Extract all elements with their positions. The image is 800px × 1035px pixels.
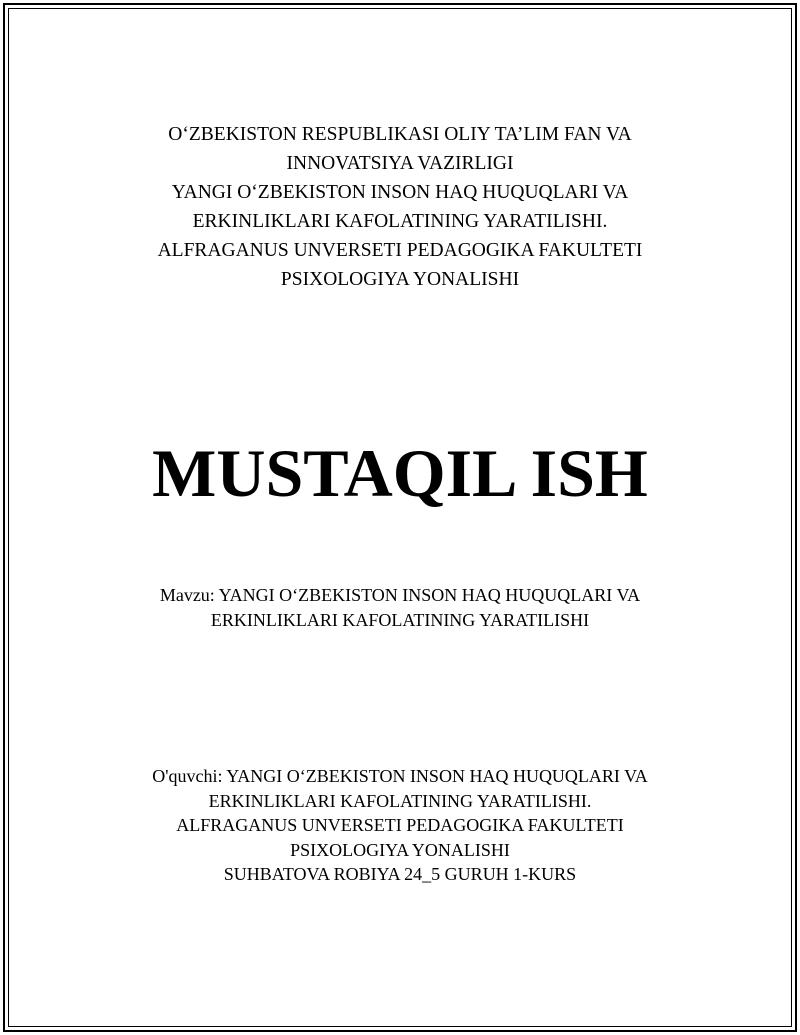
header-line: ALFRAGANUS UNVERSETI PEDAGOGIKA FAKULTETI [157, 240, 643, 261]
topic-line: ERKINLIKLARI KAFOLATINING YARATILISHI [210, 609, 590, 630]
institution-header [40, 120, 760, 294]
author-line: ERKINLIKLARI KAFOLATINING YARATILISHI. [208, 790, 592, 811]
topic-section [40, 583, 760, 632]
header-line: ERKINLIKLARI KAFOLATINING YARATILISHI. [192, 211, 608, 232]
header-line: PSIXOLOGIYA YONALISHI [280, 269, 520, 290]
document-title: MUSTAQIL ISH [152, 435, 648, 511]
author-line: O'quvchi: YANGI O‘ZBEKISTON INSON HAQ HUQUQLARI VA [152, 766, 648, 786]
author-line: SUHBATOVA ROBIYA 24_5 GURUH 1-KURS [223, 864, 577, 884]
author-line: PSIXOLOGIYA YONALISHI [290, 839, 510, 860]
header-line: YANGI O‘ZBEKISTON INSON HAQ HUQUQLARI VA [171, 182, 629, 203]
header-line: INNOVATSIYA VAZIRLIGI [286, 153, 514, 174]
author-section [40, 764, 760, 887]
author-line: ALFRAGANUS UNVERSETI PEDAGOGIKA FAKULTETI [176, 815, 624, 835]
header-line: O‘ZBEKISTON RESPUBLIKASI OLIY TA’LIM FAN VA [168, 124, 632, 145]
topic-line: Mavzu: YANGI O‘ZBEKISTON INSON HAQ HUQUQLARI VA [159, 585, 641, 605]
